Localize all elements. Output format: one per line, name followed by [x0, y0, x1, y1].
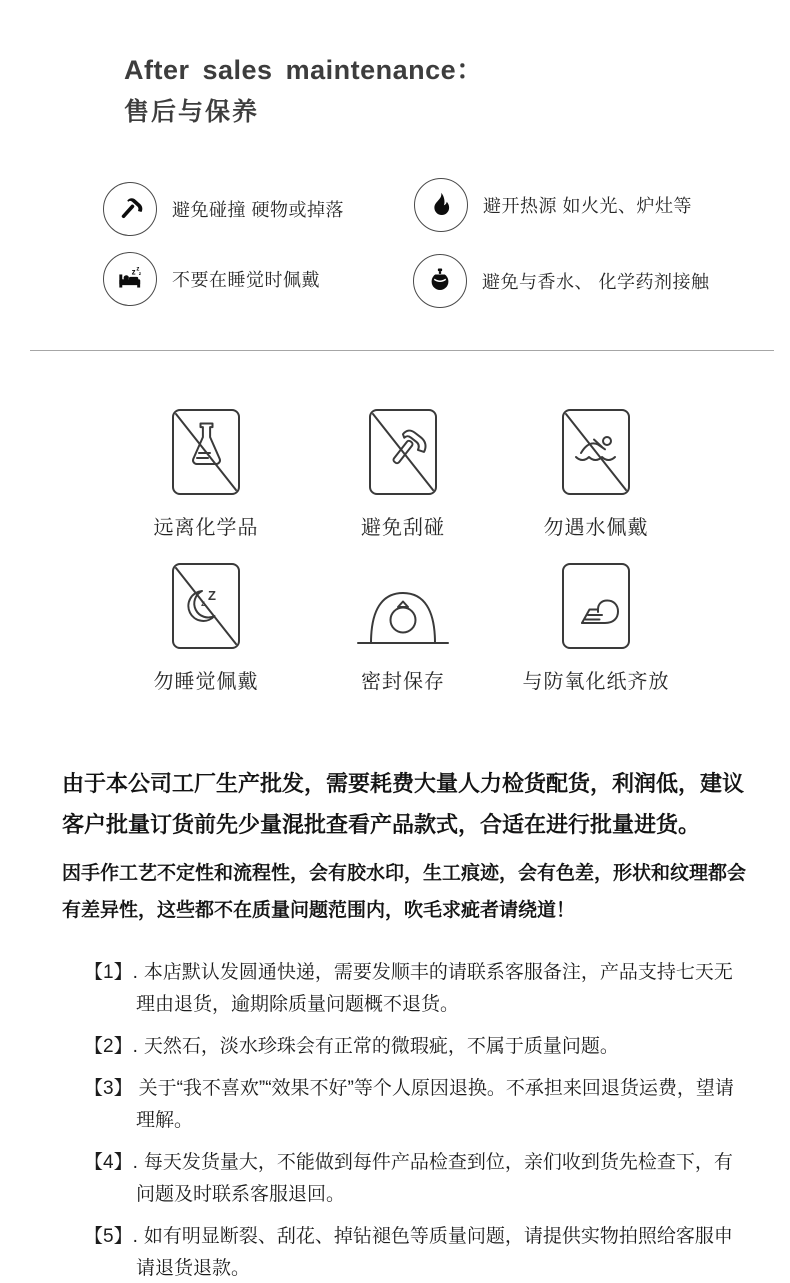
svg-text:z: z: [201, 599, 205, 608]
icon-circle: [103, 182, 157, 236]
icon-circle: [414, 178, 468, 232]
svg-text:z: z: [131, 267, 136, 277]
warning-no-sleep: [106, 562, 306, 694]
care-tip-avoid-impact: [103, 182, 344, 236]
icon-circle: [103, 252, 157, 306]
warning-anti-oxidation-paper: [496, 562, 696, 694]
care-tip-avoid-heat: [414, 178, 692, 232]
policy-item-marker: 【4】.: [84, 1152, 138, 1173]
warning-label: 远离化学品: [153, 517, 259, 539]
warning-label: 避免刮碰: [361, 517, 445, 539]
policy-item-text: 本店默认发圆通快递，需要发顺丰的请联系客服备注，产品支持七天无理由退货，逾期除质量问题概不退货。: [136, 962, 733, 1015]
flame-icon: [426, 190, 456, 220]
policy-item-5: [84, 1221, 742, 1283]
warning-no-water: [496, 408, 696, 540]
handmade-notice-paragraph: 因手作工艺不定性和流程性，会有胶水印，生工痕迹，会有色差，形状和纹理都会有差异性，这些都不在质量问题范围内，吹毛求疵者请绕道！: [62, 863, 747, 921]
no-scratch-hammer-icon: [368, 408, 438, 496]
warning-no-scratch: [303, 408, 503, 540]
wholesale-notice-paragraph: 由于本公司工厂生产批发，需要耗费大量人力检货配货，利润低，建议客户批量订货前先少量混批查看产品款式，合适在进行批量进货。: [62, 771, 745, 837]
no-chemicals-icon: [171, 408, 241, 496]
sealed-storage-icon: [356, 562, 450, 650]
anti-oxidation-paper-icon: [561, 562, 631, 650]
no-water-swimmer-icon: [561, 408, 631, 496]
care-tip-avoid-chemicals: [413, 254, 710, 308]
policy-item-3: [84, 1073, 742, 1137]
care-tip-label: 避开热源 如火光、炉灶等: [483, 196, 692, 216]
policy-item-marker: 【2】.: [84, 1036, 138, 1057]
policy-item-1: [84, 957, 742, 1021]
section-title-en: After sales maintenance：: [124, 55, 484, 85]
perfume-bottle-icon: [425, 266, 455, 296]
warning-sealed-storage: [303, 562, 503, 694]
no-sleep-moon-icon: [171, 562, 241, 650]
care-tip-label: 避免碰撞 硬物或掉落: [172, 200, 345, 220]
warning-label: 密封保存: [361, 671, 445, 693]
sleeping-bed-icon: [114, 263, 146, 295]
care-tip-label: 不要在睡觉时佩戴: [172, 270, 320, 290]
policy-item-marker: 【5】.: [84, 1226, 138, 1247]
policy-list: [84, 957, 734, 1283]
policy-item-4: [84, 1147, 742, 1211]
svg-text:z: z: [136, 265, 140, 273]
warning-label: 与防氧化纸齐放: [522, 671, 670, 693]
hammer-icon: [114, 193, 146, 225]
policy-item-text: 天然石，淡水珍珠会有正常的微瑕疵，不属于质量问题。: [143, 1036, 619, 1057]
icon-circle: [413, 254, 467, 308]
policy-item-marker: 【3】: [84, 1078, 133, 1099]
care-tip-label: 避免与香水、 化学药剂接触: [482, 272, 710, 292]
care-tip-no-sleep-wear: [103, 252, 320, 306]
warning-no-chemicals: [106, 408, 306, 540]
warning-label: 勿遇水佩戴: [543, 517, 649, 539]
section-header: [124, 52, 484, 128]
section-title-zh: 售后与保养: [124, 98, 260, 126]
policy-item-text: 关于“我不喜欢”“效果不好”等个人原因退换。不承担来回退货运费，望请理解。: [136, 1078, 734, 1131]
divider-line: [30, 350, 774, 351]
svg-text:Z: Z: [208, 588, 216, 603]
warning-label: 勿睡觉佩戴: [153, 671, 259, 693]
policy-item-text: 如有明显断裂、刮花、掉钻褪色等质量问题，请提供实物拍照给客服申请退货退款。: [136, 1226, 733, 1279]
policy-item-marker: 【1】.: [84, 962, 138, 983]
policy-item-2: [84, 1031, 742, 1063]
policy-item-text: 每天发货量大，不能做到每件产品检查到位，亲们收到货先检查下，有问题及时联系客服退回。: [136, 1152, 733, 1205]
svg-text:z: z: [138, 272, 142, 277]
